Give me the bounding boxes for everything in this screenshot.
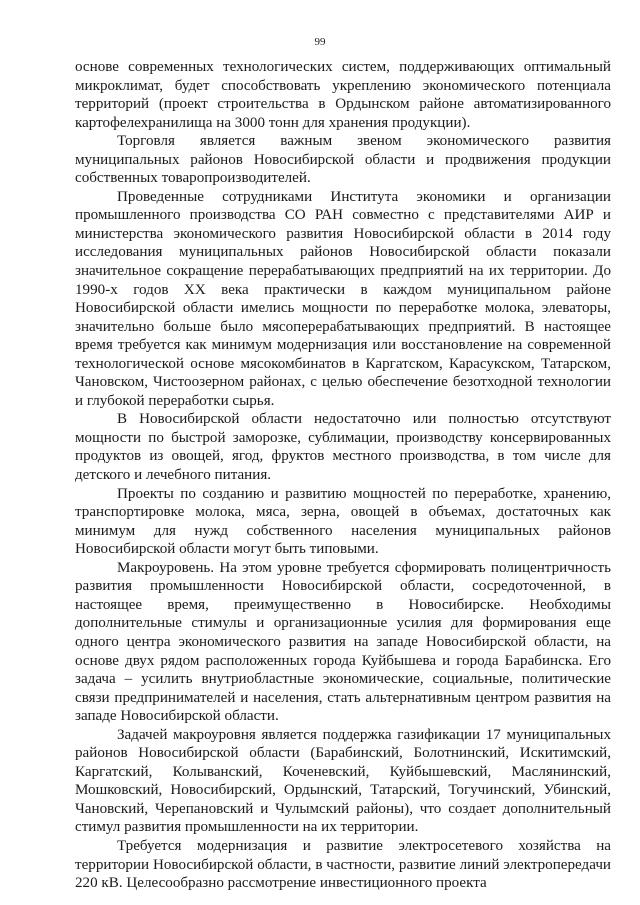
paragraph: основе современных технологических систем, поддерживающих оптимальный микроклимат, будет способствовать укреплению экономического потенциала территорий (проект строительства в Ордынском районе автоматизированного картофелехранилища на 3000 тонн для хранения продукции). [75,59,611,131]
paragraph: Макроуровень. На этом уровне требуется сформировать полицентричность развития промышленности Новосибирской области, сосредоточенной, в настоящее время, преимущественно в Новосибирске. Необходимы дополнительные стимулы и организационные усилия для формирования еще одного центра экономического развития на западе Новосибирской области, на основе двух рядом расположенных города Куйбышева и города Барабинска. Его задача – усилить внутриобластные экономические, социальные, политические связи предпринимателей и населения, стать альтернативным центром развития на западе Новосибирской области. [75,559,611,725]
body-text [75,58,611,893]
paragraph: Задачей макроуровня является поддержка газификации 17 муниципальных районов Новосибирской области (Барабинский, Болотнинский, Искитимский, Каргатский, Колыванский, Коченевский, Куйбышевский, Маслянинский, Мошковский, Новосибирский, Ордынский, Татарский, Тогучинский, Убинский, Чановский, Черепановский и Чулымский районы), что создает дополнительный стимул развития промышленности на их территории. [75,726,611,836]
paragraph: Торговля является важным звеном экономического развития муниципальных районов Новосибирской области и продвижения продукции собственных товаропроизводителей. [75,133,611,187]
paragraph: Требуется модернизация и развитие электросетевого хозяйства на территории Новосибирской области, в частности, развитие линий электропередачи 220 кВ. Целесообразно рассмотрение инвестиционного проекта [75,837,611,892]
paragraph: В Новосибирской области недостаточно или полностью отсутствуют мощности по быстрой заморозке, сублимации, производству консервированных продуктов из овощей, ягод, фруктов местного производства, в том числе для детского и лечебного питания. [75,411,611,484]
paragraph: Проведенные сотрудниками Института экономики и организации промышленного производства СО РАН совместно с представителями АИР и министерства экономического развития Новосибирской области в 2014 году исследования муниципальных районов Новосибирской области показали значительное сокращение перерабатывающих предприятий на их территории. До 1990-х годов XX века практически в каждом муниципальном районе Новосибирской области имелись мощности по переработке молока, элеваторы, значительно больше было мясоперерабатывающих предприятий. В настоящее время требуется как минимум модернизация или восстановление на современной технологической основе мясокомбинатов в Каргатском, Карасукском, Татарском, Чановском, Чистоозерном районах, с целью обеспечение безотходной технологии и глубокой переработки сырья. [75,188,611,409]
page-number: 99 [314,36,326,48]
paragraph: Проекты по созданию и развитию мощностей по переработке, хранению, транспортировке молока, мяса, зерна, овощей в объемах, достаточных как минимум для нужд собственного населения муниципальных районов Новосибирской области могут быть типовыми. [75,485,611,558]
